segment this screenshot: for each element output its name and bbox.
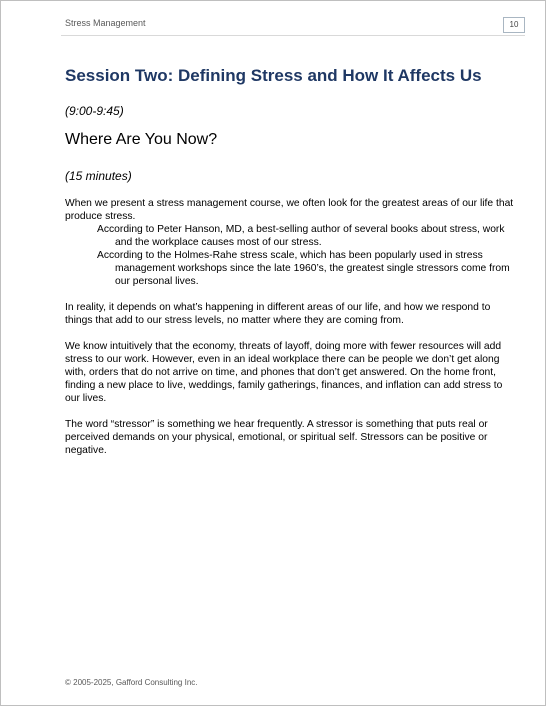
intro-paragraph: When we present a stress management course, we often look for the greatest areas of our life that produce stress.: [65, 198, 514, 222]
body-text: [65, 197, 515, 470]
bullet-item: According to Peter Hanson, MD, a best-selling author of several books about stress, work and the workplace causes most of our stress.: [97, 224, 505, 248]
session-title: Session Two: Defining Stress and How It Affects Us: [65, 66, 482, 85]
body-paragraph: In reality, it depends on what’s happening in different areas of our life, and how we respond to things that add to our stress levels, no matter where they are coming from.: [65, 302, 491, 326]
running-head: Stress Management: [65, 18, 146, 28]
copyright-footer: © 2005-2025, Gafford Consulting Inc.: [65, 678, 198, 687]
bullet-list: [65, 223, 515, 288]
section-duration: (15 minutes): [65, 169, 132, 183]
body-paragraph: We know intuitively that the economy, threats of layoff, doing more with fewer resources will add stress to our work. However, even in an ideal workplace there can be people we don’t get along with, orders that do not arrive on time, and phones that don’t get answered. On the home front, finding a new place to live, weddings, family gatherings, finances, and inflation can add stress to our lives.: [65, 341, 503, 404]
body-paragraph: The word “stressor” is something we hear frequently. A stressor is something that puts real or perceived demands on your physical, emotional, or spiritual self. Stressors can be positive or negative.: [65, 419, 488, 456]
section-heading: Where Are You Now?: [65, 131, 218, 148]
bullet-item: According to the Holmes-Rahe stress scale, which has been popularly used in stress management workshops since the late 1960’s, the greatest single stressors come from our personal lives.: [97, 250, 510, 287]
page-number: 10: [503, 17, 525, 33]
session-time: (9:00-9:45): [65, 104, 124, 118]
header-divider: [61, 35, 525, 36]
